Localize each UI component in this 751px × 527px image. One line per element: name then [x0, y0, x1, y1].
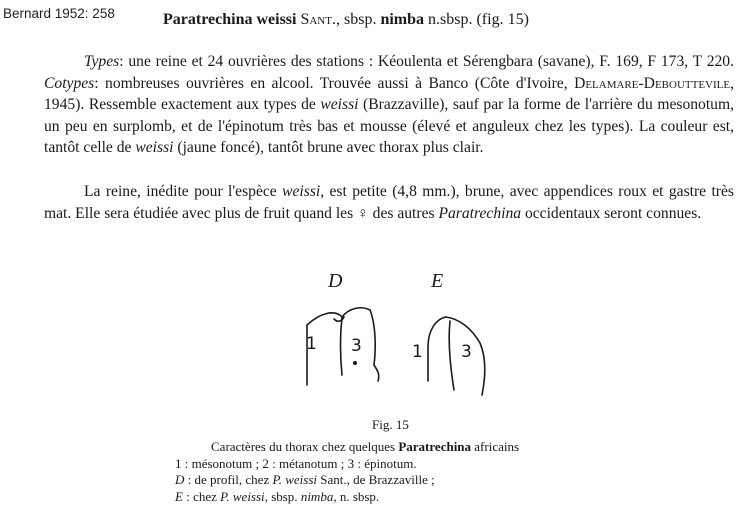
figure-caption	[175, 439, 735, 505]
caption-e-species: P. weissi	[220, 488, 265, 504]
species-author: Sant.	[300, 11, 336, 28]
p2-text1: La reine, inédite pour l'espèce	[84, 183, 283, 200]
caption-main-a: Caractères du thorax chez quelques	[211, 439, 399, 454]
caption-main	[175, 439, 735, 456]
drawing-d	[307, 308, 379, 385]
subspecies-name: nimba	[380, 11, 425, 28]
caption-d-b: Sant., de Brazzaville ;	[317, 472, 435, 487]
weissi-ref-3: weissi	[282, 183, 321, 200]
p2-text3: occidentaux seront connues.	[521, 204, 702, 222]
thorax-drawings	[290, 295, 510, 410]
p1-text4: (Brazzaville), sauf par la forme de l'arrière du mesonotum, un peu en surplomb, et de l'épinotum très bas et mousse (élevé et anguleux chez les types). La couleur est, tantôt celle de	[44, 96, 734, 157]
drawing-d-back-edge	[370, 310, 379, 381]
caption-d	[175, 472, 735, 489]
drawing-e-label-3: 3	[461, 342, 472, 362]
drawing-e-front-edge	[428, 317, 446, 381]
drawing-d-dot	[354, 362, 356, 364]
caption-e-c: , n. sbsp.	[333, 488, 380, 504]
p1-text1: : une reine et 24 ouvrières des stations : Kéoulenta et Sérengbara (savane), F. 169, F 173, T 220.	[119, 53, 734, 70]
paragraph-types	[44, 51, 734, 159]
caption-e	[175, 489, 735, 506]
caption-genus: Paratrechina	[398, 439, 472, 454]
heading-suffix: n.sbsp. (fig. 15)	[428, 11, 529, 28]
p1-text5: (jaune foncé), tantôt brune avec thorax plus clair.	[173, 139, 484, 157]
subspecies-prefix: , sbsp.	[335, 11, 377, 28]
caption-d-label: D	[175, 472, 185, 487]
genus-ref: Paratrechina	[438, 204, 522, 222]
caption-e-a: : chez	[182, 488, 221, 504]
caption-d-a: : de profil, chez	[184, 472, 273, 487]
drawing-d-inner-line	[341, 317, 343, 375]
species-heading	[163, 11, 529, 29]
cotypes-label: Cotypes	[44, 74, 95, 92]
species-name: Paratrechina weissi	[163, 11, 297, 28]
figure-label-e: E	[431, 270, 444, 292]
caption-legend: 1 : mésonotum ; 2 : métanotum ; 3 : épinotum.	[175, 455, 417, 471]
weissi-ref-2: weissi	[135, 139, 174, 157]
figure-label-d: D	[328, 270, 343, 292]
types-label: Types	[84, 53, 120, 70]
cited-author: Delamare-Debouttevile	[574, 74, 731, 92]
drawing-d-label-3: 3	[351, 336, 362, 356]
figure-title: Fig. 15	[372, 417, 409, 432]
p1-text3: , 1945). Ressemble exactement aux types de	[44, 74, 734, 114]
caption-d-species: P. weissi	[272, 472, 318, 487]
drawing-e-label-1: 1	[412, 342, 423, 362]
drawing-e-inner-line	[449, 321, 454, 390]
weissi-ref-1: weissi	[320, 96, 359, 114]
drawing-d-label-1: 1	[306, 334, 317, 354]
caption-main-b: africains	[471, 439, 520, 454]
p2-text2: , est petite (4,8 mm.), brune, avec appendices roux et gastre très mat. Elle sera étudiée avec plus de fruit quand les ♀ des autres	[44, 183, 734, 222]
drawing-e	[428, 317, 485, 395]
caption-e-b: , sbsp.	[264, 488, 301, 504]
caption-e-sub: nimba	[300, 488, 334, 504]
drawing-d-mesonotum-outline	[307, 308, 370, 325]
p1-text2: : nombreuses ouvrières en alcool. Trouvée aussi à Banco (Côte d'Ivoire,	[94, 74, 575, 92]
citation-tag: Bernard 1952: 258	[3, 6, 115, 21]
caption-e-label: E	[175, 488, 183, 504]
paragraph-queen	[44, 181, 734, 224]
